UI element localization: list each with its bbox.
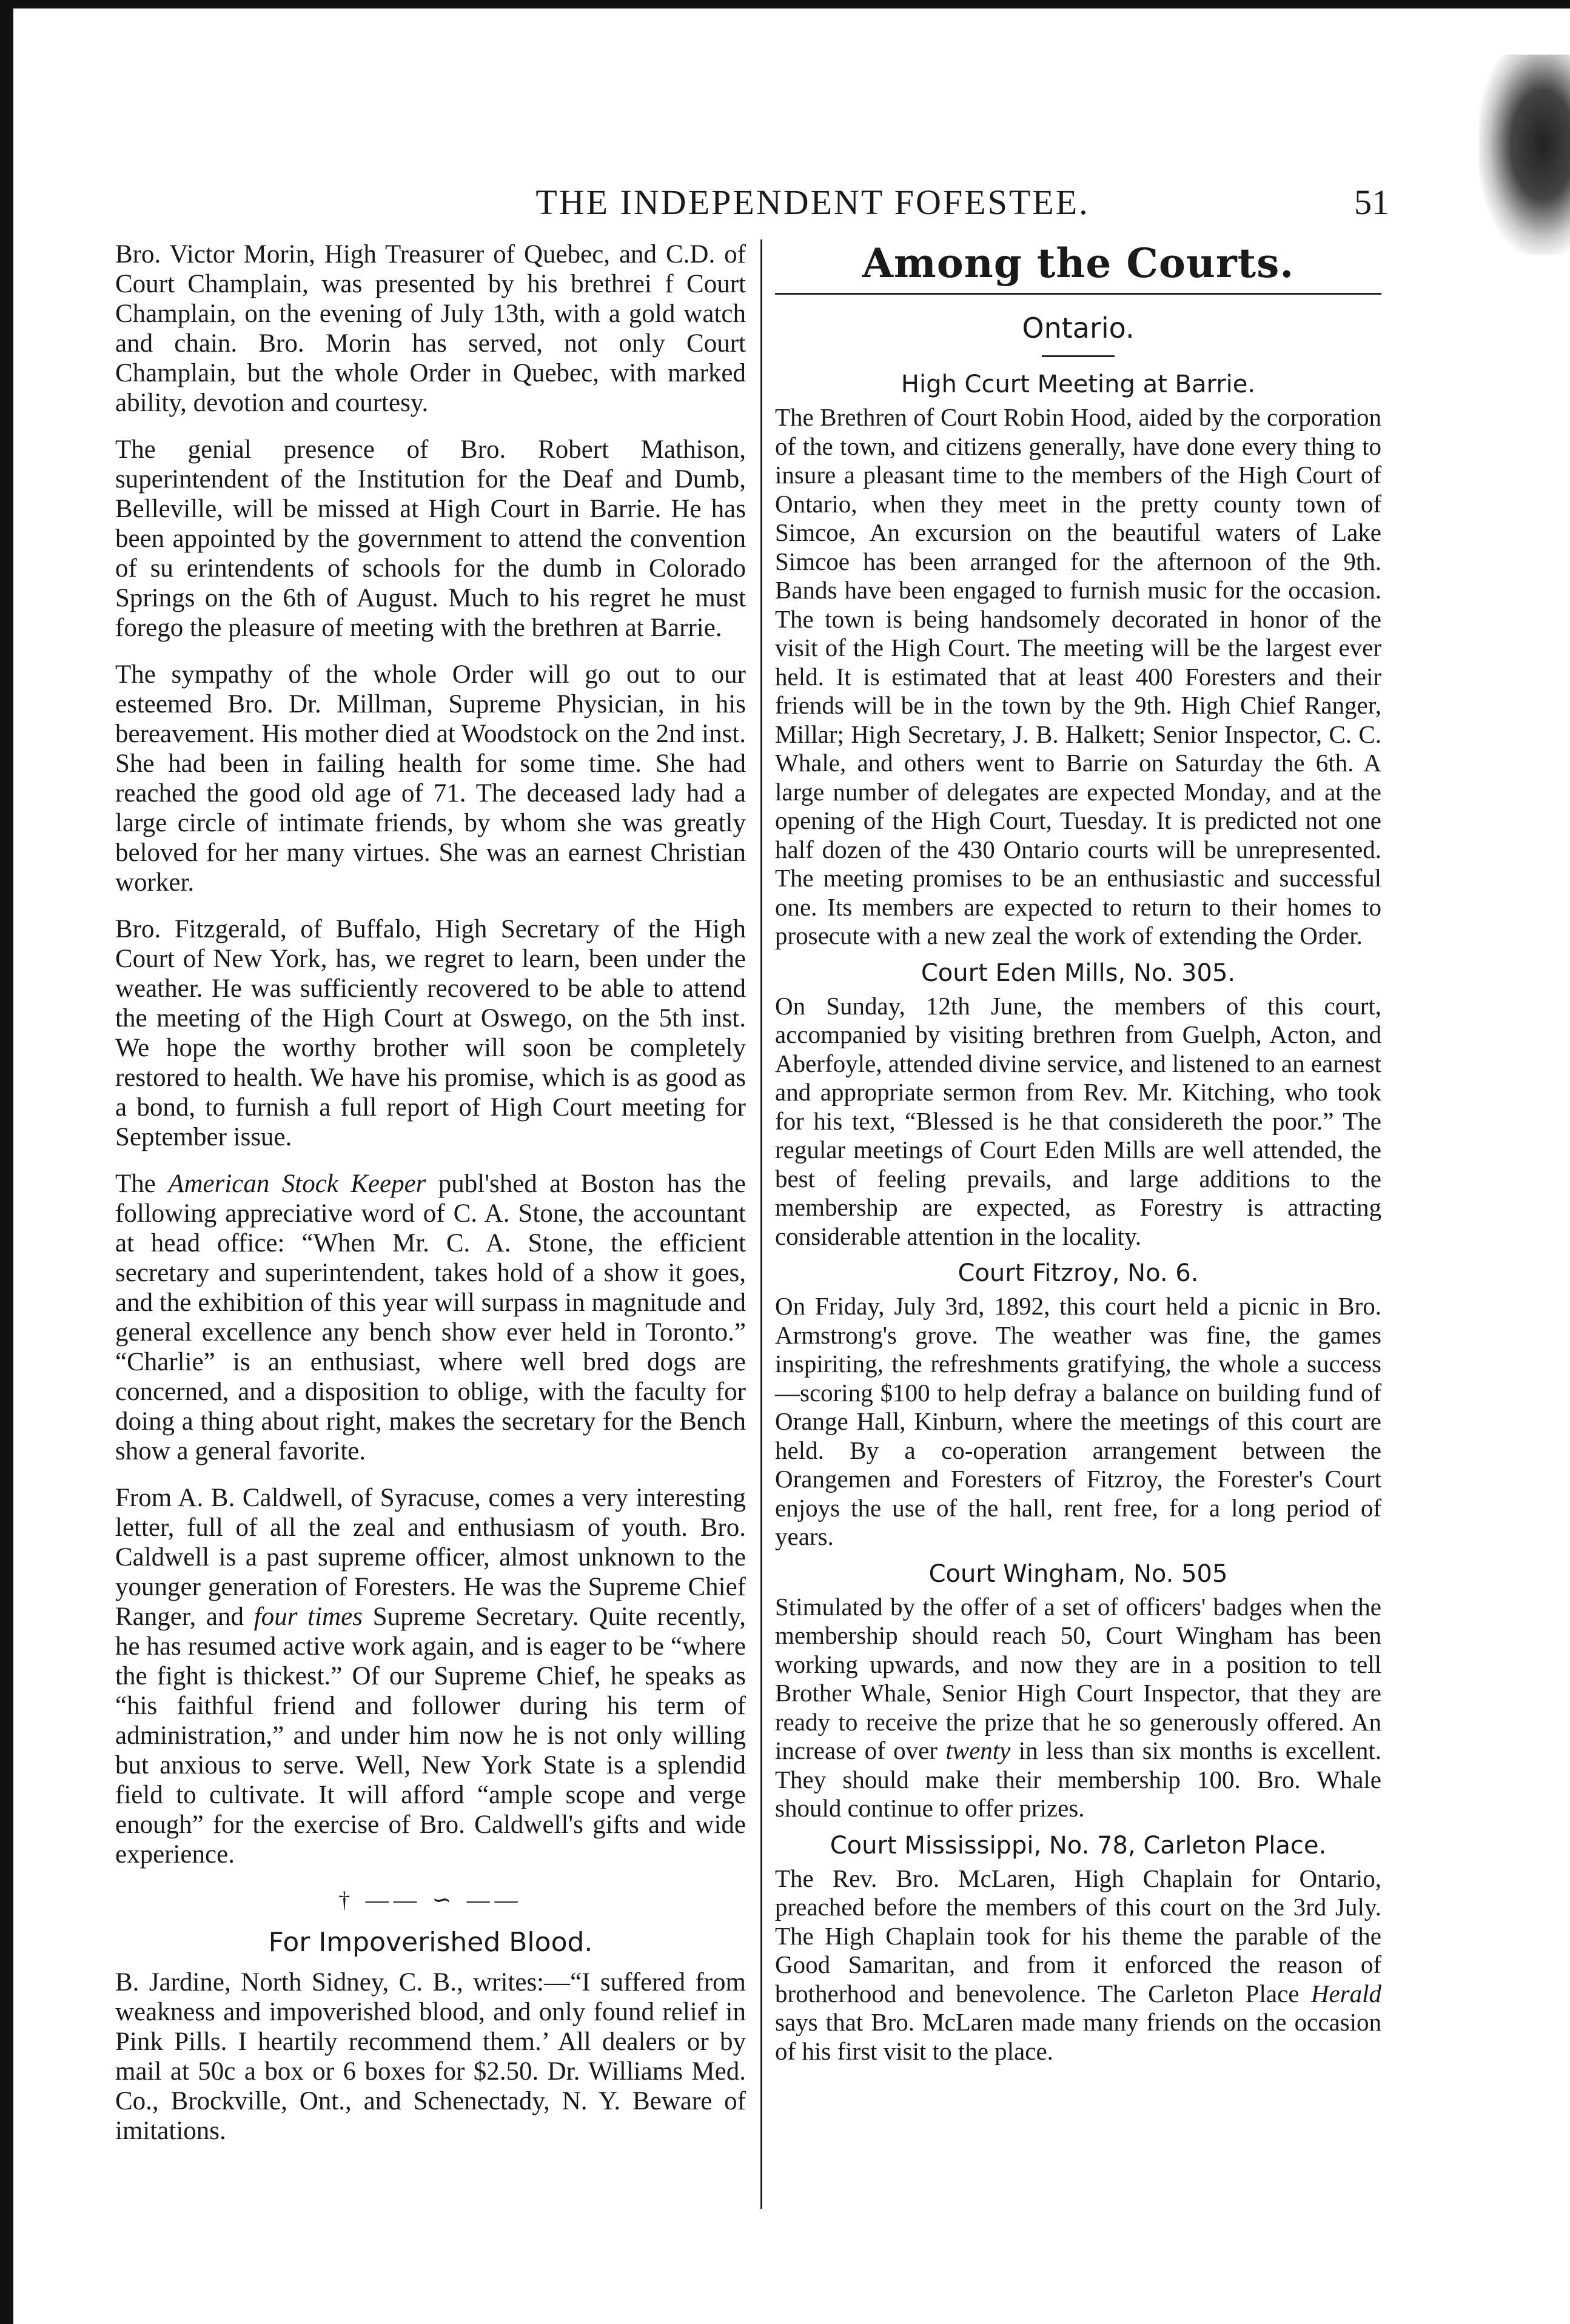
- article-fitzgerald: Bro. Fitzgerald, of Buffalo, High Secretary of the High Court of New York, has, we regret to learn, been under the weather. He was sufficiently recovered to be able to attend the meeting of the High Court at Oswego, on the 5th inst. We hope the worthy brother will soon be completely restored to health. We have his promise, which is as good as a bond, to furnish a full report of High Court meeting for September issue.: [115, 915, 746, 1151]
- section-ornament: † —— ∽ ——: [338, 1887, 523, 1913]
- item-text-barrie: The Brethren of Court Robin Hood, aided by the corporation of the town, and citizens generally, have done every thing to insure a pleasant time to the members of the High Court of Ontario, when they meet in the pretty county town of Simcoe, An excursion on the beautiful waters of Lake Simcoe has been arranged for the afternoon of the 9th. Bands have been engaged to furnish music for the occasion. The town is being handsomely decorated in honor of the visit of the High Court. The meeting will be the largest ever held. It is estimated that at least 400 Foresters and their friends will be in the town by the 9th. High Chief Ranger, Millar; High Secretary, J. B. Halkett; Senior Inspector, C. C. Whale, and others went to Barrie on Saturday the 6th. A large number of delegates are expected Monday, and at the opening of the High Court, Tuesday. It is predicted not one half dozen of the 430 Ontario courts will be unrepresented. The meeting promises to be an enthusiastic and successful one. Its members are expected to return to their homes to prosecute with a new zeal the work of extending the Order.: [775, 403, 1381, 949]
- item-heading-barrie: High Ccurt Meeting at Barrie.: [901, 370, 1256, 398]
- ad-heading: For Impoverished Blood.: [268, 1927, 593, 1958]
- ad-text: B. Jardine, North Sidney, C. B., writes:—“I suffered from weakness and impoverished blood, and only found relief in Pink Pills. I heartily recommend them.’ All dealers or by mail at 50c a box or 6 boxes for $2.50. Dr. Williams Med. Co., Brockville, Ont., and Schenectady, N. Y. Beware of imitations.: [115, 1968, 746, 2145]
- mississippi-before: The Rev. Bro. McLaren, High Chaplain for Ontario, preached before the members of this court on the 3rd July. The High Chaplain took for his theme the parable of the Good Samaritan, and from it enforced the reason of brotherhood and benevolence. The Carleton Place: [775, 1864, 1381, 2008]
- short-rule: [1042, 355, 1115, 357]
- article-stock-keeper: [115, 1169, 746, 1466]
- article-millman: The sympathy of the whole Order will go out to our esteemed Bro. Dr. Millman, Supreme Physician, in his bereavement. His mother died at Woodstock on the 2nd inst. She had been in failing health for some time. She had reached the good old age of 71. The deceased lady had a large circle of intimate friends, by whom she was greatly beloved for her many virtues. She was an earnest Christian worker.: [115, 660, 746, 897]
- right-column: [775, 239, 1381, 2209]
- scan-border-top: [0, 0, 1570, 8]
- scan-border-left: [0, 0, 13, 2324]
- scan-smudge: [1479, 55, 1570, 255]
- wingham-before: Stimulated by the offer of a set of officers' badges when the membership should reach 50, Court Wingham has been working upwards, and now they are in a position to tell Brother Whale, Senior High Court Inspector, that they are ready to receive the prize that he so generously offered. An increase of over: [775, 1592, 1381, 1764]
- title-rule: [775, 293, 1381, 295]
- item-heading-eden-mills: Court Eden Mills, No. 305.: [921, 959, 1236, 987]
- mississippi-after: says that Bro. McLaren made many friends on the occasion of his first visit to the place.: [775, 2008, 1381, 2065]
- item-text-mississippi: [775, 1864, 1381, 2066]
- item-text-eden-mills: On Sunday, 12th June, the members of this court, accompanied by visiting brethren from Guelph, Acton, and Aberfoyle, attended divine service, and listened to an earnest and appropriate sermon from Rev. Mr. Kitching, who took for his text, “Blessed is he that considereth the poor.” The regular meetings of Court Eden Mills are well attended, the best of feeling prevails, and large additions to the membership are expected, as Forestry is attracting considerable attention in the locality.: [775, 991, 1381, 1250]
- item-heading-mississippi: Court Mississippi, No. 78, Carleton Place.: [830, 1831, 1327, 1860]
- department-title: Among the Courts.: [862, 239, 1295, 287]
- stock-keeper-title: American Stock Keeper: [168, 1170, 426, 1198]
- item-heading-fitzroy: Court Fitzroy, No. 6.: [958, 1259, 1199, 1287]
- caldwell-italic: four times: [253, 1602, 363, 1631]
- article-mathison: The genial presence of Bro. Robert Mathison, superintendent of the Institution for the Deaf and Dumb, Belleville, will be missed at High Court in Barrie. He has been appointed by the government to attend the convention of su erintendents of schools for the dumb in Colorado Springs on the 6th of August. Much to his regret he must forego the pleasure of meeting with the brethren at Barrie.: [115, 435, 746, 642]
- column-divider: [760, 239, 762, 2209]
- article-morin: Bro. Victor Morin, High Treasurer of Quebec, and C.D. of Court Champlain, was presented by his brethrei f Court Champlain, on the evening of July 13th, with a gold watch and chain. Bro. Morin has served, not only Court Champlain, but the whole Order in Quebec, with marked ability, devotion and courtesy.: [115, 240, 746, 417]
- wingham-italic: twenty: [945, 1736, 1011, 1764]
- page-number: 51: [1354, 183, 1389, 222]
- item-text-wingham: [775, 1593, 1381, 1823]
- article-caldwell: [115, 1483, 746, 1869]
- caldwell-part1: From A. B. Caldwell, of Syracuse, comes a very interesting letter, full of all the zeal and enthusiasm of youth. Bro. Caldwell is a past supreme officer, almost unknown to the younger generation of Foresters. He was the Supreme Chief Ranger, and: [115, 1484, 746, 1631]
- mississippi-italic: Herald: [1310, 1979, 1381, 2008]
- wingham-after: in less than six months is excellent. They should make their membership 100. Bro. Whale should continue to offer prizes.: [775, 1736, 1381, 1822]
- region-heading: Ontario.: [1022, 312, 1135, 344]
- running-title: THE INDEPENDENT FOFESTEE.: [535, 183, 1090, 222]
- stock-keeper-lead: The: [115, 1170, 169, 1198]
- caldwell-part2: Supreme Secretary. Quite recently, he has resumed active work again, and is eager to be “where the fight is thickest.” Of our Supreme Chief, he speaks as “his faithful friend and follower during his term of administration,” and under him now he is not only willing but anxious to serve. Well, New York State is a splendid field to cultivate. It will afford “ample scope and verge enough” for the exercise of Bro. Caldwell's gifts and wide experience.: [115, 1602, 746, 1869]
- item-text-fitzroy: On Friday, July 3rd, 1892, this court held a picnic in Bro. Armstrong's grove. The weather was fine, the games inspiriting, the refreshments gratifying, the whole a success—scoring $100 to help defray a balance on building fund of Orange Hall, Kinburn, where the meetings of this court are held. By a co-operation arrangement between the Orangemen and Foresters of Fitzroy, the Forester's Court enjoys the use of the hall, rent free, for a long period of years.: [775, 1292, 1381, 1550]
- item-heading-wingham: Court Wingham, No. 505: [928, 1559, 1228, 1588]
- left-column: [115, 239, 746, 2209]
- stock-keeper-rest: publ'shed at Boston has the following appreciative word of C. A. Stone, the accountant at head office: “When Mr. C. A. Stone, the efficient secretary and superintendent, takes hold of a show it goes, and the exhibition of this year will surpass in magnitude and general excellence any bench show ever held in Toronto.” “Charlie” is an enthusiast, where well bred dogs are concerned, and a disposition to oblige, with the faculty for doing a thing about right, makes the secretary for the Bench show a general favorite.: [115, 1170, 746, 1465]
